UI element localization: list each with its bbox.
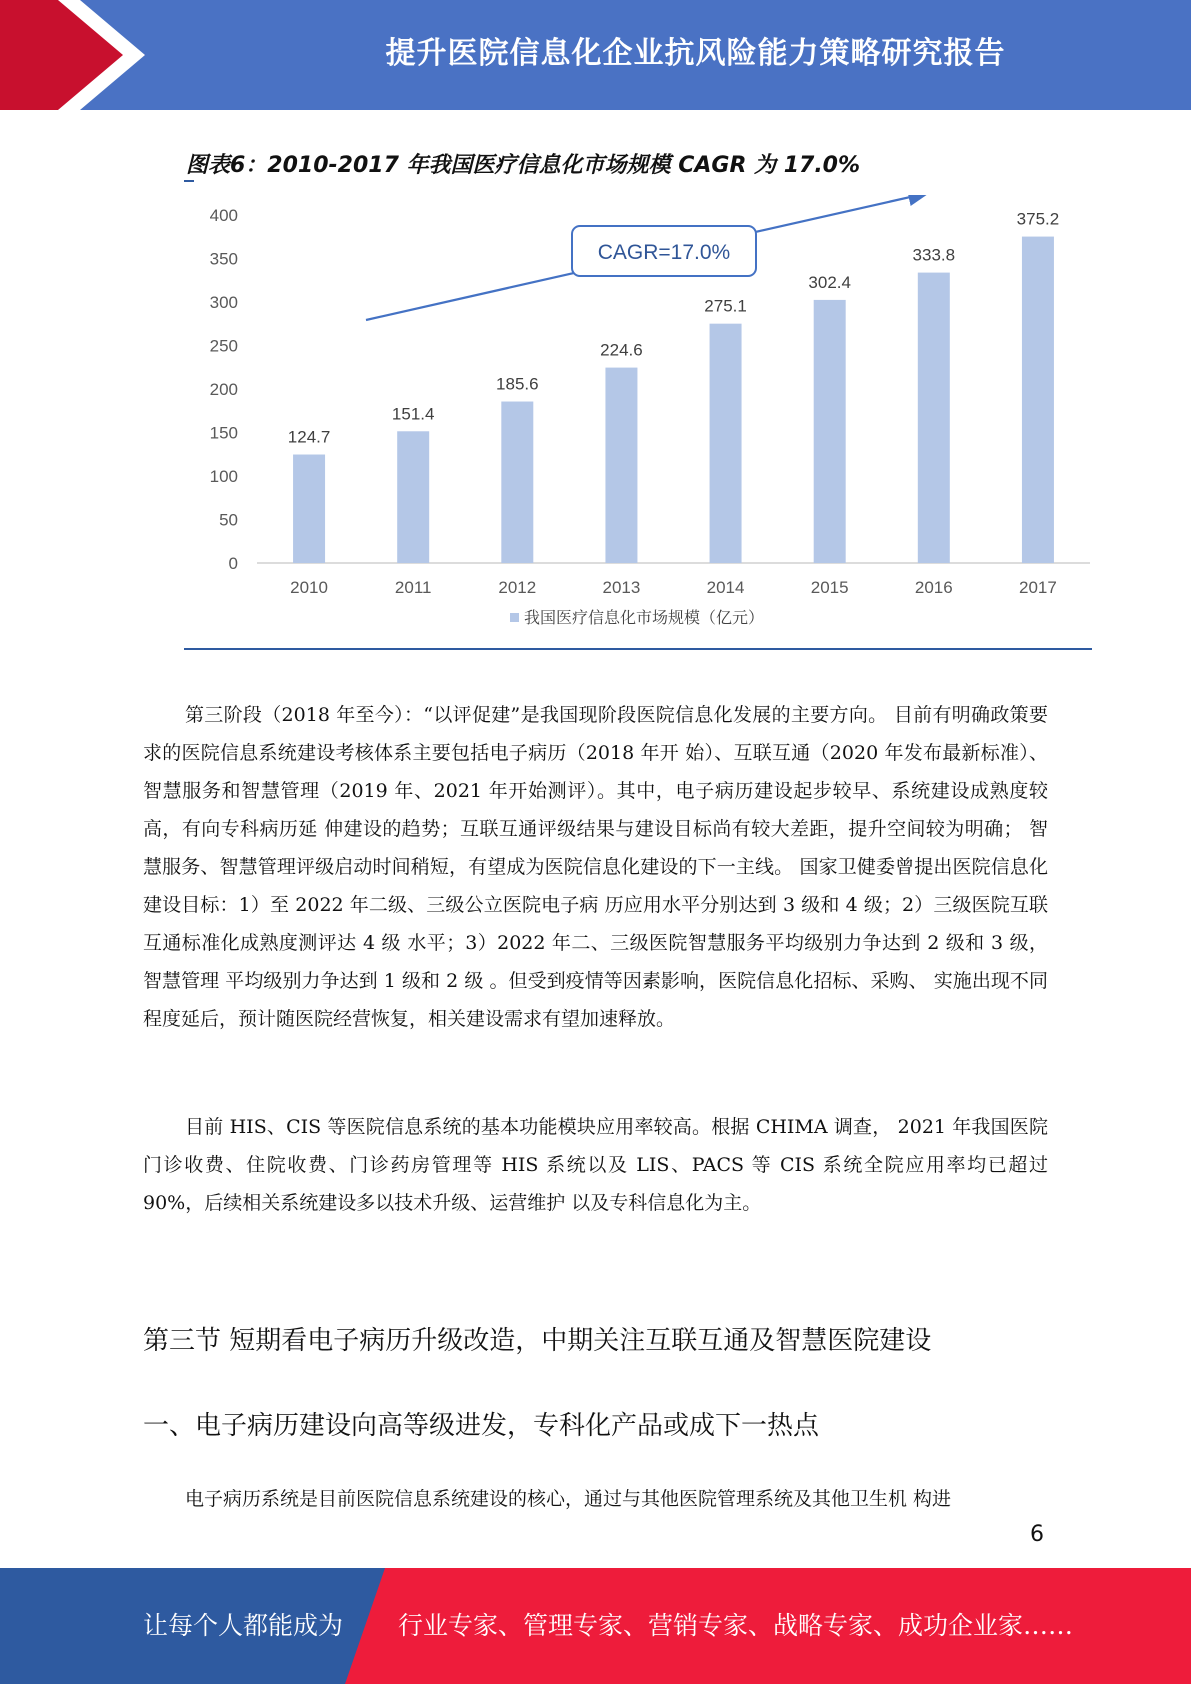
page-number: 6 — [1030, 1522, 1044, 1547]
cagr-annotation-text: CAGR=17.0% — [597, 241, 731, 264]
x-tick-label: 2015 — [810, 578, 849, 597]
y-tick-label: 350 — [209, 249, 238, 269]
y-tick-label: 400 — [209, 206, 238, 225]
x-tick-label: 2014 — [706, 578, 745, 597]
page-header — [0, 0, 1191, 110]
section-heading: 第三节 短期看电子病历升级改造，中期关注互联互通及智慧医院建设 — [143, 1326, 932, 1356]
y-tick-label: 100 — [209, 467, 238, 486]
y-tick-label: 150 — [209, 423, 238, 443]
bar — [293, 455, 325, 563]
data-label: 375.2 — [1016, 209, 1060, 229]
bar — [501, 402, 533, 563]
x-tick-label: 2016 — [914, 578, 953, 597]
bar — [814, 300, 846, 563]
report-title: 提升医院信息化企业抗风险能力策略研究报告 — [385, 36, 1006, 71]
x-tick-label: 2011 — [394, 578, 432, 597]
footer-slogan: 让每个人都能成为 — [143, 1611, 344, 1640]
page-footer — [0, 1568, 1191, 1684]
data-label: 151.4 — [391, 404, 435, 424]
footer-roles: 行业专家、管理专家、营销专家、战略专家、成功企业家…… — [398, 1611, 1074, 1640]
bar — [605, 368, 637, 563]
y-tick-label: 50 — [219, 510, 238, 530]
market-size-bar-chart — [180, 195, 1100, 645]
legend-swatch — [510, 613, 519, 622]
data-label: 185.6 — [496, 374, 539, 394]
y-tick-label: 300 — [209, 293, 238, 312]
data-label: 275.1 — [704, 296, 747, 316]
data-label: 333.8 — [912, 245, 956, 265]
data-label: 224.6 — [600, 340, 643, 360]
bar — [1022, 237, 1054, 563]
y-tick-label: 0 — [228, 554, 238, 573]
x-tick-label: 2013 — [602, 578, 641, 597]
paragraph-his-cis: 目前 HIS、CIS 等医院信息系统的基本功能模块应用率较高。根据 CHIMA 调查， 2021 年我国医院门诊收费、住院收费、门诊药房管理等 HIS 系统以及 LIS、PACS 等 CIS 系统全院应用率均已超过 90%，后续相关系统建设多以技术升级、运营维护 以及专科信息化为主。 — [143, 1116, 1048, 1214]
chart-bottom-rule — [184, 648, 1092, 650]
y-tick-label: 200 — [209, 380, 238, 399]
chart-title: 图表6：2010-2017 年我国医疗信息化市场规模 CAGR 为 17.0% — [186, 153, 861, 178]
paragraph-stage-three: 第三阶段（2018 年至今）：“以评促建”是我国现阶段医院信息化发展的主要方向。 目前有明确政策要求的医院信息系统建设考核体系主要包括电子病历（2018 年开 始）、互联互通（2020 年发布最新标准）、智慧服务和智慧管理（2019 年、2021 年开始测评）。其中，电子病历建设起步较早、系统建设成熟度较高，有向专科病历延 伸建设的趋势；互联互通评级结果与建设目标尚有较大差距，提升空间较为明确； 智慧服务、智慧管理评级启动时间稍短，有望成为医院信息化建设的下一主线。 国家卫健委曾提出医院信息化建设目标：1）至 2022 年二级、三级公立医院电子病 历应用水平分别达到 3 级和 4 级；2）三级医院互联互通标准化成熟度测评达 4 级 水平；3）2022 年二、三级医院智慧服务平均级别力争达到 2 级和 3 级，智慧管理 平均级别力争达到 1 级和 2 级 。但受到疫情等因素影响，医院信息化招标、采购、 实施出现不同程度延后，预计随医院经营恢复，相关建设需求有望加速释放。 — [143, 704, 1048, 1030]
data-label: 124.7 — [287, 427, 331, 447]
bar — [710, 324, 742, 563]
legend-label: 我国医疗信息化市场规模（亿元） — [524, 608, 765, 627]
data-label: 302.4 — [808, 272, 851, 292]
chart-title-underline — [184, 180, 194, 182]
bar — [918, 273, 950, 563]
x-tick-label: 2017 — [1019, 578, 1057, 597]
x-tick-label: 2010 — [290, 578, 328, 597]
x-tick-label: 2012 — [498, 578, 537, 597]
y-tick-label: 250 — [209, 336, 238, 356]
paragraph-emr: 电子病历系统是目前医院信息系统建设的核心，通过与其他医院管理系统及其他卫生机 构进 — [185, 1488, 952, 1510]
sub-heading: 一、电子病历建设向高等级进发，专科化产品或成下一热点 — [143, 1411, 820, 1441]
bar — [397, 431, 429, 563]
